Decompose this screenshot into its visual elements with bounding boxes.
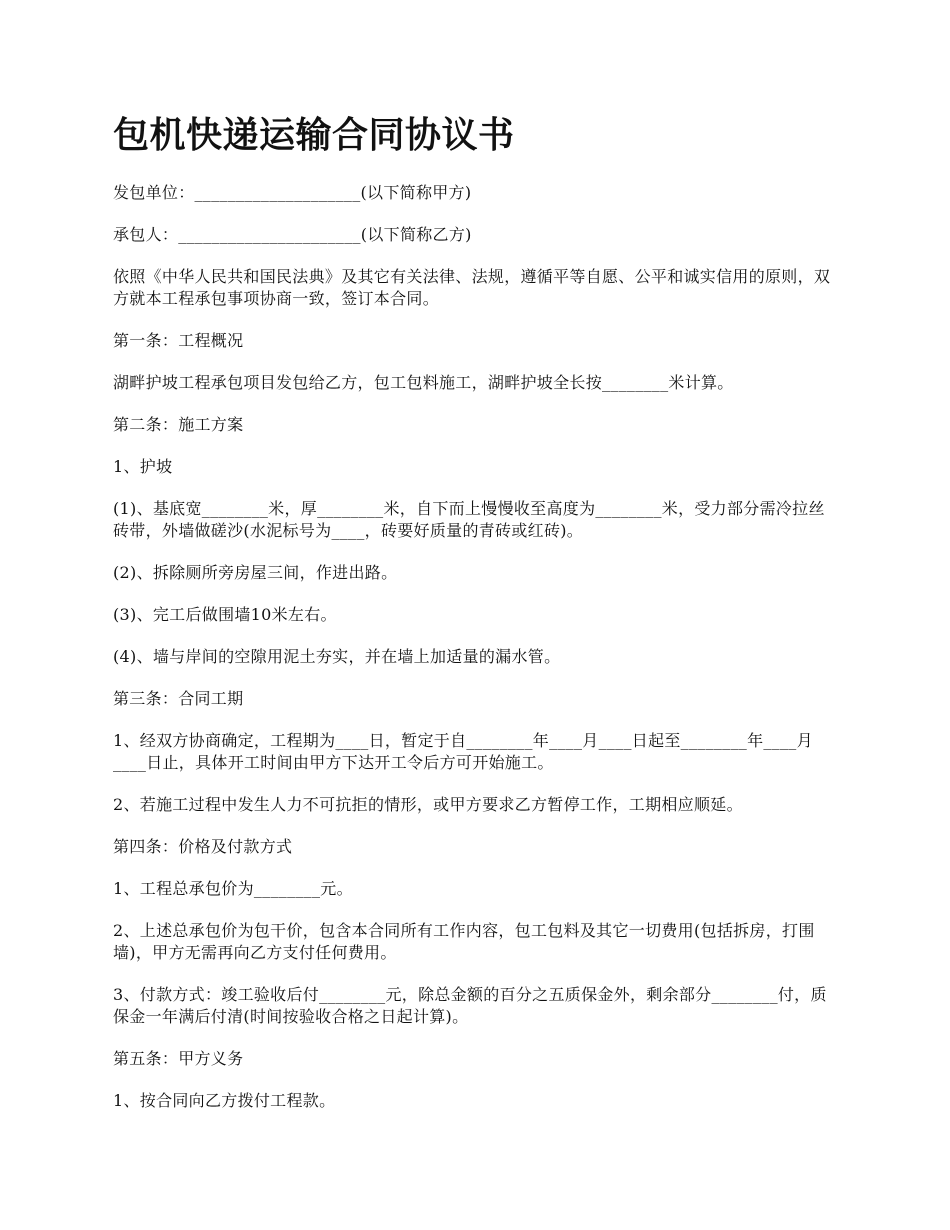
article-4-item-2: 2、上述总承包价为包干价，包含本合同所有工作内容，包工包料及其它一切费用(包括拆房，打围墙)，甲方无需再向乙方支付任何费用。 [113,921,815,962]
article-5-item-1: 1、按合同向乙方拨付工程款。 [113,1091,336,1110]
article-2-subitem-4: (4)、墙与岸间的空隙用泥土夯实，并在墙上加适量的漏水管。 [113,647,561,666]
article-3-item-2: 2、若施工过程中发生人力不可抗拒的情形，或甲方要求乙方暂停工作，工期相应顺延。 [113,795,743,814]
preamble-paragraph: 依照《中华人民共和国民法典》及其它有关法律、法规，遵循平等自愿、公平和诚实信用的原则，双方就本工程承包事项协商一致，签订本合同。 [113,267,831,308]
article-2-subitem-2: (2)、拆除厕所旁房屋三间，作进出路。 [113,563,398,582]
article-1-body: 湖畔护坡工程承包项目发包给乙方，包工包料施工，湖畔护坡全长按________米计算。 [113,373,734,392]
article-5-heading: 第五条：甲方义务 [113,1049,244,1068]
article-4-item-3: 3、付款方式：竣工验收后付________元，除总金额的百分之五质保金外，剩余部分________付，质保金一年满后付清(时间按验收合格之日起计算)。 [113,985,827,1026]
article-3-heading: 第三条：合同工期 [113,689,244,708]
document-title: 包机快递运输合同协议书 [113,115,515,156]
article-4-heading: 第四条：价格及付款方式 [113,837,293,856]
document-page [113,112,841,1132]
article-1-heading: 第一条：工程概况 [113,331,244,350]
article-3-item-1: 1、经双方协商确定，工程期为____日，暂定于自________年____月____日起至________年____月____日止，具体开工时间由甲方下达开工令后方可开始施工。 [113,731,813,772]
article-2-subitem-1: (1)、基底宽________米，厚________米，自下而上慢慢收至高度为________米，受力部分需冷拉丝砖带，外墙做磋沙(水泥标号为____，砖要好质量的青砖或红砖)。 [113,499,825,540]
party-b-line: 承包人：______________________(以下简称乙方) [113,225,472,244]
article-4-item-1: 1、工程总承包价为________元。 [113,879,353,898]
article-2-subitem-3: (3)、完工后做围墙10米左右。 [113,605,337,624]
article-2-heading: 第二条：施工方案 [113,415,244,434]
article-2-item-1: 1、护坡 [113,457,173,476]
party-a-line: 发包单位：____________________(以下简称甲方) [113,183,472,202]
